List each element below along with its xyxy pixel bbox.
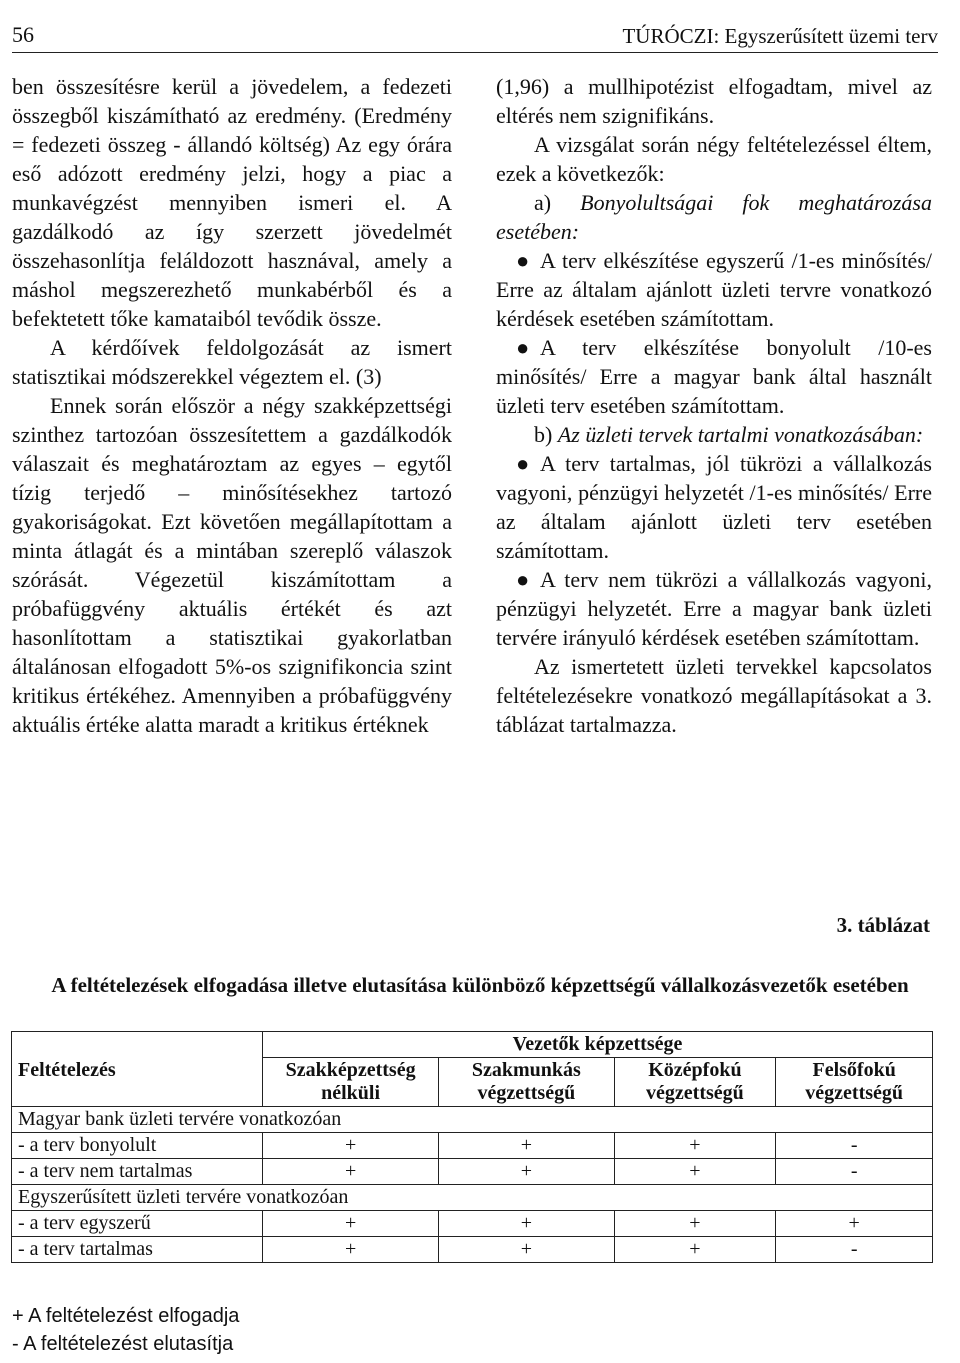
column-header-feltetelezes: Feltételezés [12, 1058, 263, 1107]
right-paragraph-3: Az ismertetett üzleti tervekkel kapcsolatos feltételezésekre vonatkozó megállapításokat a 3. táblázat tartalmazza. [496, 654, 932, 737]
table-cell: + [439, 1237, 614, 1263]
data-table [11, 1031, 933, 1263]
section-label: Magyar bank üzleti tervére vonatkozóan [12, 1107, 933, 1133]
column-header: Középfokú végzettségű [614, 1058, 776, 1107]
table-cell: + [614, 1133, 776, 1159]
bullet-icon: ● [516, 335, 530, 360]
subsection-a-title: Bonyolultságai fok meghatározása esetében: [496, 190, 932, 244]
bullet-icon: ● [516, 248, 530, 273]
table-row [12, 1211, 933, 1237]
table-cell: - [776, 1159, 933, 1185]
subsection-a-label: a) [534, 190, 552, 215]
table-row [12, 1133, 933, 1159]
bullet-item-1: ● A terv elkészítése egyszerű /1-es minősítés/ Erre az általam ajánlott üzleti tervre vonatkozó kérdések esetében számítottam. [496, 248, 932, 331]
row-label: - a terv bonyolult [12, 1133, 263, 1159]
left-paragraph-3: Ennek során először a négy szakképzettségi szinthez tartozóan összesítettem a gazdálkodók válaszait és meghatároztam az egyes – egytől tízig terjedő – minősítésekhez tartozó gyakoriságokat. Ezt követően megállapítottam a minta átlagát és a mintában szereplő válaszok szórását. Végezetül kiszámítottam a próbafüggvény aktuális értékét és azt hasonlítottam a statisztikai gyakorlatban általánosan elfogadott 5%-os szignifikoncia szint kritikus értékéhez. Amennyiben a próbafüggvény aktuális értéke alatta maradt a kritikus értéknek [12, 393, 452, 737]
table-row [12, 1237, 933, 1263]
subsection-a [496, 188, 932, 246]
table-cell: + [263, 1211, 439, 1237]
table-cell: + [263, 1133, 439, 1159]
column-header: Szakképzettség nélküli [263, 1058, 439, 1107]
left-paragraph-2: A kérdőívek feldolgozását az ismert statisztikai módszerekkel végeztem el. (3) [12, 335, 452, 389]
left-paragraph-1: ben összesítésre kerül a jövedelem, a fedezeti összegből kiszámítható az eredmény. (Eredmény = fedezeti összeg - állandó költség) Az egy órára eső adózott eredmény jelzi, hogy a piac a munkavégzést mennyiben ismeri el. A gazdálkodó az így szerzett jövedelmét összehasonlítja feláldozott hasznával, amely a máshol megszerezhető munkabérből és a befektetett tőke kamataiból tevődik össze. [12, 74, 452, 331]
table-cell: + [614, 1211, 776, 1237]
bullet-item-4: ● A terv nem tükrözi a vállalkozás vagyoni, pénzügyi helyzetét. Erre a magyar bank üzleti tervére irányuló kérdések esetében számítottam. [496, 567, 932, 650]
table-cell: + [439, 1211, 614, 1237]
table-cell: + [776, 1211, 933, 1237]
table-cell: + [263, 1159, 439, 1185]
group-header: Vezetők képzettsége [263, 1032, 933, 1058]
column-header: Felsőfokú végzettségű [776, 1058, 933, 1107]
table-cell: + [614, 1237, 776, 1263]
table-cell: + [439, 1133, 614, 1159]
table-cell: + [614, 1159, 776, 1185]
table-cell: + [263, 1237, 439, 1263]
page-number: 56 [12, 22, 34, 47]
bullet-icon: ● [516, 451, 530, 476]
section-label: Egyszerűsített üzleti tervére vonatkozóan [12, 1185, 933, 1211]
table-group-header-row [12, 1032, 933, 1058]
legend-minus: - A feltételezést elutasítja [12, 1333, 234, 1355]
row-label: - a terv tartalmas [12, 1237, 263, 1263]
page-header [12, 22, 938, 53]
left-column [12, 72, 452, 739]
running-title: TÚRÓCZI: Egyszerűsített üzemi terv [622, 24, 938, 48]
bullet-icon: ● [516, 567, 530, 592]
right-paragraph-2: A vizsgálat során négy feltételezéssel éltem, ezek a következők: [496, 132, 932, 186]
subsection-b-label: b) [534, 422, 553, 447]
subsection-b [496, 420, 932, 449]
table-section-row [12, 1107, 933, 1133]
table-legend [12, 1302, 239, 1358]
row-label: - a terv egyszerű [12, 1211, 263, 1237]
right-column [496, 72, 932, 739]
table-cell [12, 1032, 263, 1058]
bullet-item-2: ● A terv elkészítése bonyolult /10-es minősítés/ Erre a magyar bank által használt üzleti terv esetében számítottam. [496, 335, 932, 418]
table-cell: - [776, 1237, 933, 1263]
column-header: Szakmunkás végzettségű [439, 1058, 614, 1107]
row-label: - a terv nem tartalmas [12, 1159, 263, 1185]
bullet-item-3: ● A terv tartalmas, jól tükrözi a vállalkozás vagyoni, pénzügyi helyzetét /1-es minősítés/ Erre az általam ajánlott üzleti terv esetében számítottam. [496, 451, 932, 563]
right-paragraph-1: (1,96) a mullhipotézist elfogadtam, mivel az eltérés nem szignifikáns. [496, 74, 932, 128]
table-row [12, 1159, 933, 1185]
table-caption: A feltételezések elfogadása illetve elutasítása különböző képzettségű vállalkozásvezetők esetében [51, 973, 909, 997]
table-cell: + [439, 1159, 614, 1185]
table-section-row [12, 1185, 933, 1211]
table-header-row [12, 1058, 933, 1107]
subsection-b-title: Az üzleti tervek tartalmi vonatkozásában: [557, 422, 924, 447]
table-number: 3. táblázat [836, 913, 930, 937]
legend-plus: + A feltételezést elfogadja [12, 1305, 240, 1327]
table-cell: - [776, 1133, 933, 1159]
